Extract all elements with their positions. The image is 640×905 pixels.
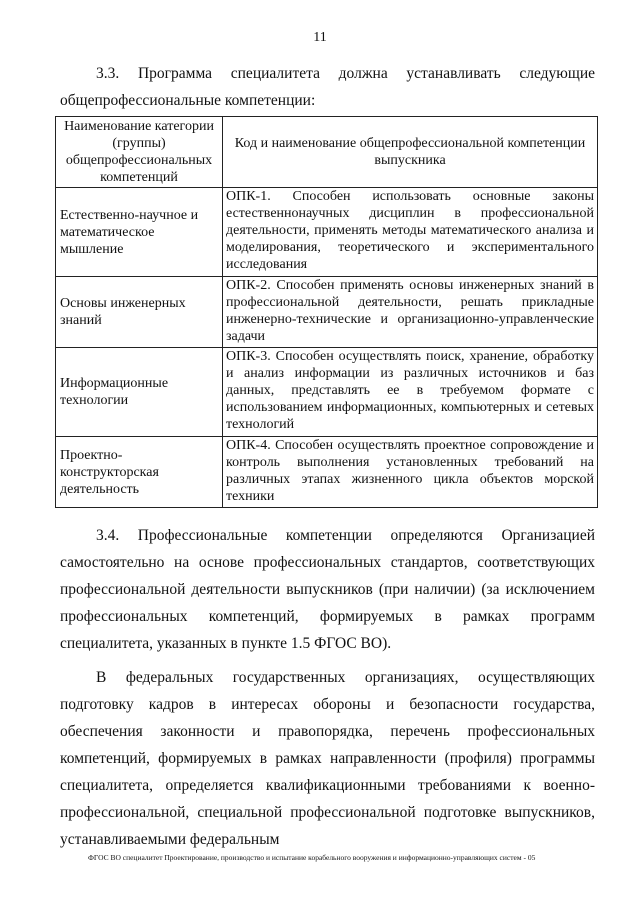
section-3-3-line1: 3.3. Программа специалитета должна устанавливать следующие bbox=[96, 65, 595, 82]
row-description: ОПК-3. Способен осуществлять поиск, хранение, обработку и анализ информации из различных источников и баз данных, представлять ее в требуемом формате с использованием информационных, компьютерных и сетевых технологий bbox=[223, 348, 598, 437]
table-header-row bbox=[56, 117, 598, 188]
row-category: Естественно-научное и математическое мышление bbox=[56, 188, 223, 277]
footer: ФГОС ВО специалитет Проектирование, производство и испытание корабельного вооружения и информационно-управляющих систем - 05 bbox=[88, 853, 536, 862]
table-row bbox=[56, 348, 598, 437]
row-category: Основы инженерных знаний bbox=[56, 277, 223, 348]
section-3-4-para1: 3.4. Профессиональные компетенции определяются Организацией самостоятельно на основе профессиональных стандартов, соответствующих профессиональной деятельности выпускников (при наличии) (за исключением профессиональных компетенций, формируемых в рамках программ специалитета, указанных в пункте 1.5 ФГОС ВО). bbox=[60, 527, 595, 652]
section-3-4 bbox=[60, 522, 595, 860]
section-3-3-line2: общепрофессиональные компетенции: bbox=[60, 92, 316, 109]
row-description: ОПК-1. Способен использовать основные законы естественнонаучных дисциплин в профессиональной деятельности, применять методы математического анализа и моделирования, теоретического и экспериментального исследования bbox=[223, 188, 598, 277]
table-row bbox=[56, 277, 598, 348]
header-code-name: Код и наименование общепрофессиональной компетенции выпускника bbox=[223, 117, 598, 188]
section-3-3 bbox=[60, 60, 595, 114]
table-row bbox=[56, 188, 598, 277]
row-category: Проектно-конструкторская деятельность bbox=[56, 437, 223, 508]
row-description: ОПК-2. Способен применять основы инженерных знаний в профессиональной деятельности, решать прикладные инженерно-технические и организационно-управленческие задачи bbox=[223, 277, 598, 348]
section-3-4-para2: В федеральных государственных организациях, осуществляющих подготовку кадров в интересах обороны и безопасности государства, обеспечения законности и правопорядка, перечень профессиональных компетенций, формируемых в рамках направленности (профиля) программы специалитета, определяется квалификационными требованиями к военно-профессиональной, специальной профессиональной подготовке выпускников, устанавливаемыми федеральным bbox=[60, 669, 595, 848]
table-row bbox=[56, 437, 598, 508]
row-description: ОПК-4. Способен осуществлять проектное сопровождение и контроль выполнения установленных требований на различных этапах жизненного цикла объектов морской техники bbox=[223, 437, 598, 508]
competencies-table bbox=[55, 116, 598, 508]
row-category: Информационные технологии bbox=[56, 348, 223, 437]
header-category: Наименование категории (группы) общепрофессиональных компетенций bbox=[56, 117, 223, 188]
page-number: 11 bbox=[313, 30, 327, 45]
